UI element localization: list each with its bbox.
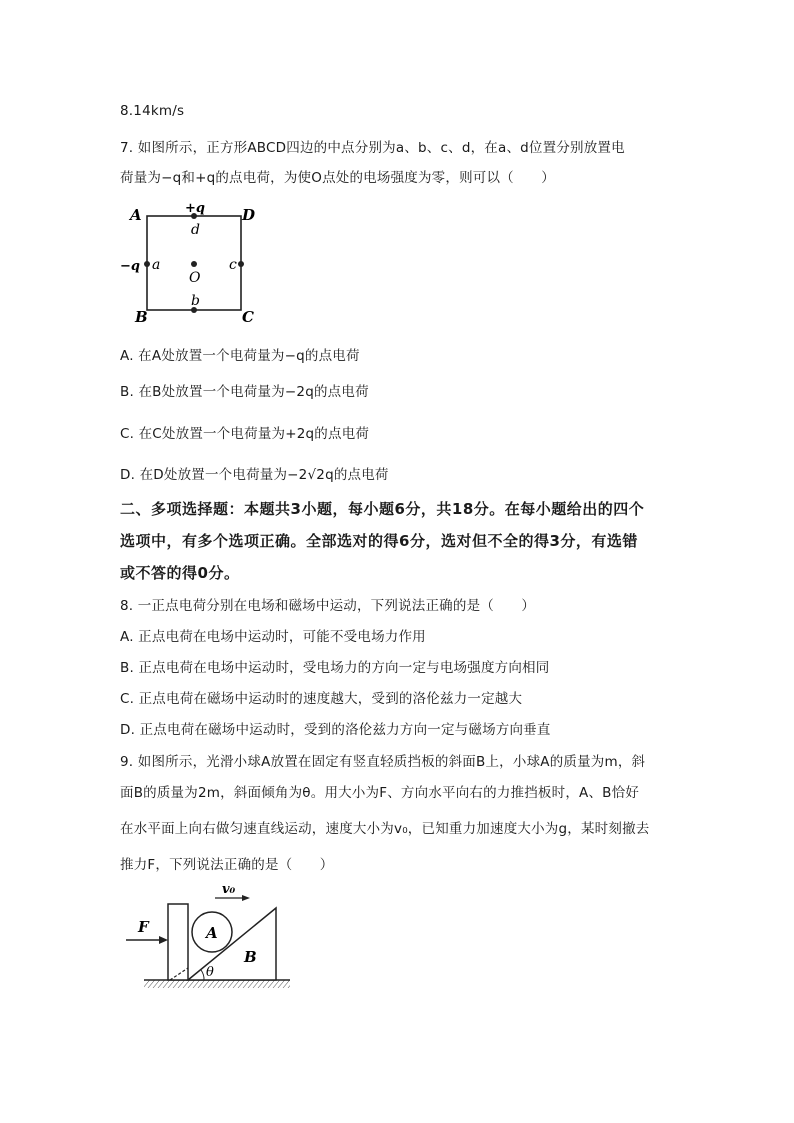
q9-stem-line3: 在水平面上向右做匀速直线运动，速度大小为v₀，已知重力加速度大小为g，某时刻撤去	[120, 821, 650, 837]
point-a-dot	[144, 261, 150, 267]
corner-d-label: D	[242, 206, 256, 224]
section2-header-line1: 二、多项选择题：本题共3小题，每小题6分，共18分。在每小题给出的四个	[120, 500, 645, 518]
point-c-label: c	[229, 257, 237, 273]
label-b: B	[244, 948, 257, 966]
q8-option-c: C. 正点电荷在磁场中运动时的速度越大，受到的洛伦兹力一定越大	[120, 691, 523, 707]
q7-square-figure	[115, 198, 275, 328]
corner-a-label: A	[130, 206, 142, 224]
point-o-label: O	[189, 270, 201, 286]
q7-option-a: A. 在A处放置一个电荷量为−q的点电荷	[120, 348, 360, 364]
q8-option-a: A. 正点电荷在电场中运动时，可能不受电场力作用	[120, 629, 426, 645]
label-v0: v₀	[222, 882, 236, 897]
q7-option-c: C. 在C处放置一个电荷量为+2q的点电荷	[120, 426, 370, 442]
q7-stem-line2: 荷量为−q和+q的点电荷，为使O点处的电场强度为零，则可以（ ）	[120, 170, 555, 186]
point-b-label: b	[191, 293, 200, 309]
q9-stem-line2: 面B的质量为2m，斜面倾角为θ。用大小为F、方向水平向右的力推挡板时，A、B恰好	[120, 785, 640, 801]
velocity-arrowhead	[242, 895, 250, 901]
point-a-label: a	[152, 257, 161, 273]
ground-hatch	[144, 980, 290, 988]
q8-option-d: D. 正点电荷在磁场中运动时，受到的洛伦兹力方向一定与磁场方向垂直	[120, 722, 551, 738]
label-a: A	[206, 924, 218, 942]
corner-c-label: C	[242, 308, 254, 326]
q7-option-d: D. 在D处放置一个电荷量为−2√2q的点电荷	[120, 467, 389, 483]
point-d-label: d	[191, 222, 200, 238]
charge-plus-q-label: +q	[185, 201, 205, 216]
q9-stem-line4: 推力F，下列说法正确的是（ ）	[120, 857, 334, 873]
q9-stem-line1: 9. 如图所示，光滑小球A放置在固定有竖直轻质挡板的斜面B上，小球A的质量为m，斜	[120, 754, 646, 770]
section2-header-line3: 或不答的得0分。	[120, 564, 240, 582]
corner-b-label: B	[135, 308, 148, 326]
q8-stem: 8. 一正点电荷分别在电场和磁场中运动，下列说法正确的是（ ）	[120, 598, 536, 614]
top-fragment: 8.14km/s	[120, 103, 185, 119]
point-o-dot	[191, 261, 197, 267]
point-c-dot	[238, 261, 244, 267]
label-theta: θ	[206, 965, 214, 980]
q7-stem-line1: 7. 如图所示，正方形ABCD四边的中点分别为a、b、c、d，在a、d位置分别放置电	[120, 140, 625, 156]
section2-header-line2: 选项中，有多个选项正确。全部选对的得6分，选对但不全的得3分，有选错	[120, 532, 638, 550]
q7-option-b: B. 在B处放置一个电荷量为−2q的点电荷	[120, 384, 369, 400]
vertical-baffle	[168, 904, 188, 980]
charge-minus-q-label: −q	[120, 259, 140, 274]
q8-option-b: B. 正点电荷在电场中运动时，受电场力的方向一定与电场强度方向相同	[120, 660, 550, 676]
q9-incline-figure	[120, 878, 295, 998]
label-f: F	[138, 918, 149, 936]
force-arrowhead	[159, 936, 168, 944]
